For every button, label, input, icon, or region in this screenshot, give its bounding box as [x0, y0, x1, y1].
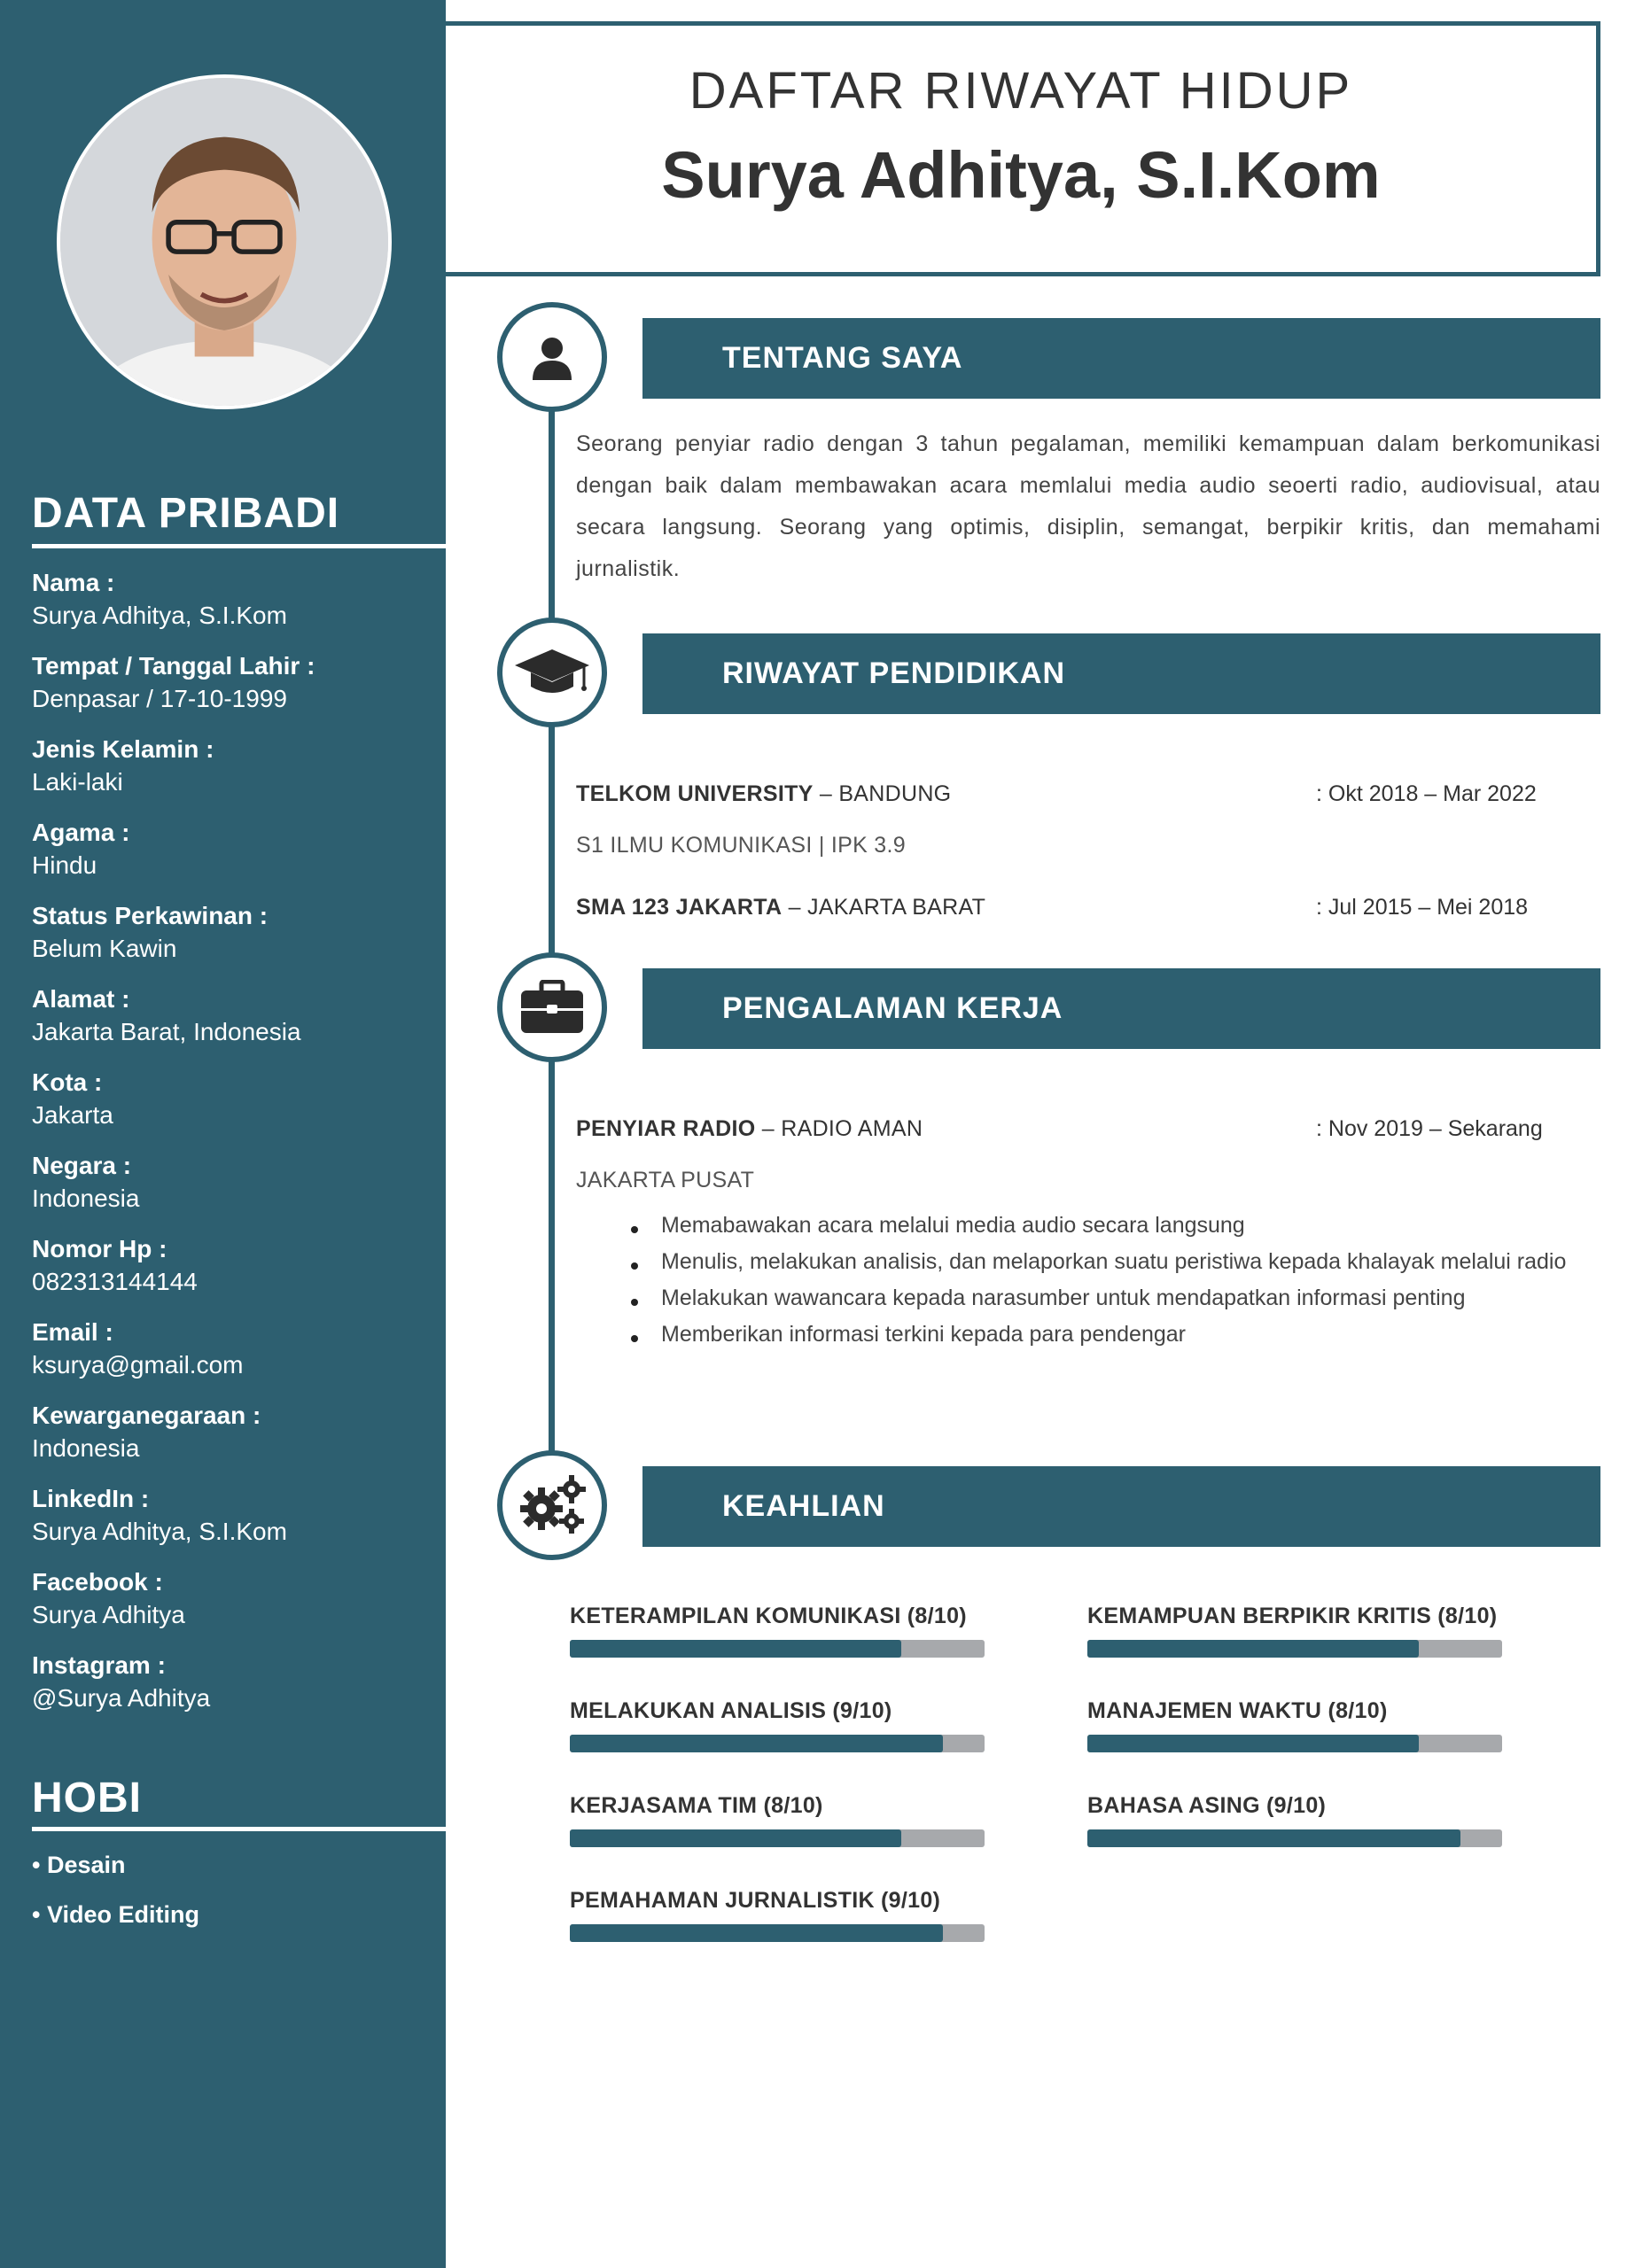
- list-item: Memberikan informasi terkini kepada para pendengar: [620, 1319, 1577, 1349]
- field-value-gender: Laki-laki: [32, 768, 123, 796]
- field-value-city: Jakarta: [32, 1101, 113, 1129]
- personal-data-heading: DATA PRIBADI: [32, 490, 340, 537]
- experience-location: JAKARTA PUSAT: [576, 1168, 755, 1192]
- field-value-linkedin: Surya Adhitya, S.I.Kom: [32, 1518, 287, 1545]
- skills-heading: KEAHLIAN: [722, 1489, 885, 1523]
- personal-data-rule: [32, 544, 446, 548]
- duties-list: [620, 1210, 1577, 1355]
- experience-entry: [576, 1116, 923, 1142]
- field-label-linkedin: LinkedIn :: [32, 1485, 150, 1512]
- skill-item: [1087, 1698, 1504, 1752]
- gears-icon-circle: [497, 1450, 607, 1560]
- sidebar: [0, 0, 446, 2268]
- gears-icon: [517, 1473, 588, 1537]
- field-label-phone: Nomor Hp :: [32, 1235, 167, 1262]
- field-label-country: Negara :: [32, 1152, 132, 1179]
- skill-label: PEMAHAMAN JURNALISTIK (9/10): [570, 1888, 941, 1913]
- experience-heading: PENGALAMAN KERJA: [722, 991, 1063, 1025]
- hobby-heading: HOBI: [32, 1775, 142, 1821]
- document-title: DAFTAR RIWAYAT HIDUP: [689, 62, 1353, 120]
- skill-bar-track: [570, 1735, 985, 1752]
- skill-bar-track: [570, 1829, 985, 1847]
- field-label-instagram: Instagram :: [32, 1651, 166, 1679]
- skill-label: MANAJEMEN WAKTU (8/10): [1087, 1698, 1388, 1723]
- profile-photo-image: [60, 78, 388, 406]
- education-heading: RIWAYAT PENDIDIKAN: [722, 656, 1066, 690]
- candidate-name: Surya Adhitya, S.I.Kom: [661, 138, 1381, 212]
- skill-label: KERJASAMA TIM (8/10): [570, 1793, 823, 1818]
- experience-role: PENYIAR RADIO: [576, 1116, 756, 1141]
- field-label-citizenship: Kewarganegaraan :: [32, 1402, 261, 1429]
- education-location: – JAKARTA BARAT: [782, 895, 986, 920]
- skill-bar-track: [570, 1924, 985, 1942]
- skill-bar-fill: [570, 1640, 901, 1658]
- skill-bar-fill: [570, 1924, 943, 1942]
- about-text: Seorang penyiar radio dengan 3 tahun pegalaman, memiliki kemampuan dalam berkomunikasi dengan baik dalam membawakan acara memlalui media audio seoerti radio, audiovisual, atau secara langsung. Seorang yang optimis, disiplin, semangat, berpikir kritis, dan memahami jurnalistik.: [576, 431, 1600, 581]
- field-value-address: Jakarta Barat, Indonesia: [32, 1018, 301, 1045]
- experience-date: : Nov 2019 – Sekarang: [1316, 1116, 1543, 1141]
- education-institution: SMA 123 JAKARTA: [576, 895, 783, 920]
- skill-item: [570, 1888, 986, 1942]
- field-value-email: ksurya@gmail.com: [32, 1351, 244, 1379]
- field-label-address: Alamat :: [32, 985, 130, 1013]
- field-value-country: Indonesia: [32, 1184, 140, 1212]
- field-label-religion: Agama :: [32, 819, 130, 846]
- skill-item: [570, 1793, 986, 1847]
- field-value-name: Surya Adhitya, S.I.Kom: [32, 602, 287, 629]
- education-institution: TELKOM UNIVERSITY: [576, 781, 814, 806]
- education-detail: S1 ILMU KOMUNIKASI | IPK 3.9: [576, 833, 906, 858]
- skill-bar-fill: [570, 1735, 943, 1752]
- skill-bar-fill: [1087, 1735, 1419, 1752]
- field-value-instagram: @Surya Adhitya: [32, 1684, 211, 1712]
- skill-label: KEMAMPUAN BERPIKIR KRITIS (8/10): [1087, 1604, 1498, 1628]
- education-date: : Okt 2018 – Mar 2022: [1316, 781, 1537, 806]
- experience-banner: [642, 968, 1600, 1049]
- field-label-email: Email :: [32, 1318, 113, 1346]
- about-banner: [642, 318, 1600, 399]
- field-value-marital: Belum Kawin: [32, 935, 177, 962]
- briefcase-icon-circle: [497, 952, 607, 1062]
- skill-item: [570, 1698, 986, 1752]
- field-label-name: Nama :: [32, 569, 115, 596]
- skill-bar-track: [570, 1640, 985, 1658]
- education-banner: [642, 633, 1600, 714]
- hobby-item: • Desain: [32, 1852, 126, 1878]
- skill-label: MELAKUKAN ANALISIS (9/10): [570, 1698, 892, 1723]
- person-icon: [526, 330, 579, 384]
- skill-bar-fill: [1087, 1829, 1460, 1847]
- skill-item: [1087, 1793, 1504, 1847]
- field-value-facebook: Surya Adhitya: [32, 1601, 185, 1628]
- education-date: : Jul 2015 – Mei 2018: [1316, 895, 1529, 920]
- education-entry: [576, 895, 985, 920]
- list-item: Melakukan wawancara kepada narasumber untuk mendapatkan informasi penting: [620, 1283, 1577, 1313]
- skill-label: BAHASA ASING (9/10): [1087, 1793, 1327, 1818]
- list-item: Memabawakan acara melalui media audio secara langsung: [620, 1210, 1577, 1240]
- title-box: [446, 21, 1600, 276]
- briefcase-icon: [519, 980, 585, 1035]
- field-label-birth: Tempat / Tanggal Lahir :: [32, 652, 315, 680]
- field-label-facebook: Facebook :: [32, 1568, 163, 1596]
- skill-bar-track: [1087, 1640, 1502, 1658]
- field-value-phone: 082313144144: [32, 1268, 198, 1295]
- hobby-rule: [32, 1827, 446, 1831]
- experience-company: – RADIO AMAN: [755, 1116, 923, 1141]
- timeline-line: [549, 390, 555, 1488]
- graduation-cap-icon-circle: [497, 617, 607, 727]
- field-value-citizenship: Indonesia: [32, 1434, 140, 1462]
- skill-bar-track: [1087, 1829, 1502, 1847]
- skill-item: [570, 1604, 986, 1658]
- skill-item: [1087, 1604, 1504, 1658]
- field-label-city: Kota :: [32, 1068, 103, 1096]
- field-value-religion: Hindu: [32, 851, 97, 879]
- field-label-marital: Status Perkawinan :: [32, 902, 269, 929]
- skills-banner: [642, 1466, 1600, 1547]
- about-heading: TENTANG SAYA: [722, 341, 963, 375]
- education-entry: [576, 781, 951, 807]
- education-location: – BANDUNG: [813, 781, 952, 806]
- profile-photo: [57, 74, 392, 409]
- list-item: Menulis, melakukan analisis, dan melaporkan suatu peristiwa kepada khalayak melalui radio: [620, 1247, 1577, 1277]
- graduation-cap-icon: [513, 646, 591, 699]
- skill-bar-track: [1087, 1735, 1502, 1752]
- hobby-item: • Video Editing: [32, 1901, 199, 1928]
- person-icon-circle: [497, 302, 607, 412]
- skill-bar-fill: [1087, 1640, 1419, 1658]
- field-label-gender: Jenis Kelamin :: [32, 735, 214, 763]
- skill-bar-fill: [570, 1829, 901, 1847]
- skill-label: KETERAMPILAN KOMUNIKASI (8/10): [570, 1604, 967, 1628]
- field-value-birth: Denpasar / 17-10-1999: [32, 685, 287, 712]
